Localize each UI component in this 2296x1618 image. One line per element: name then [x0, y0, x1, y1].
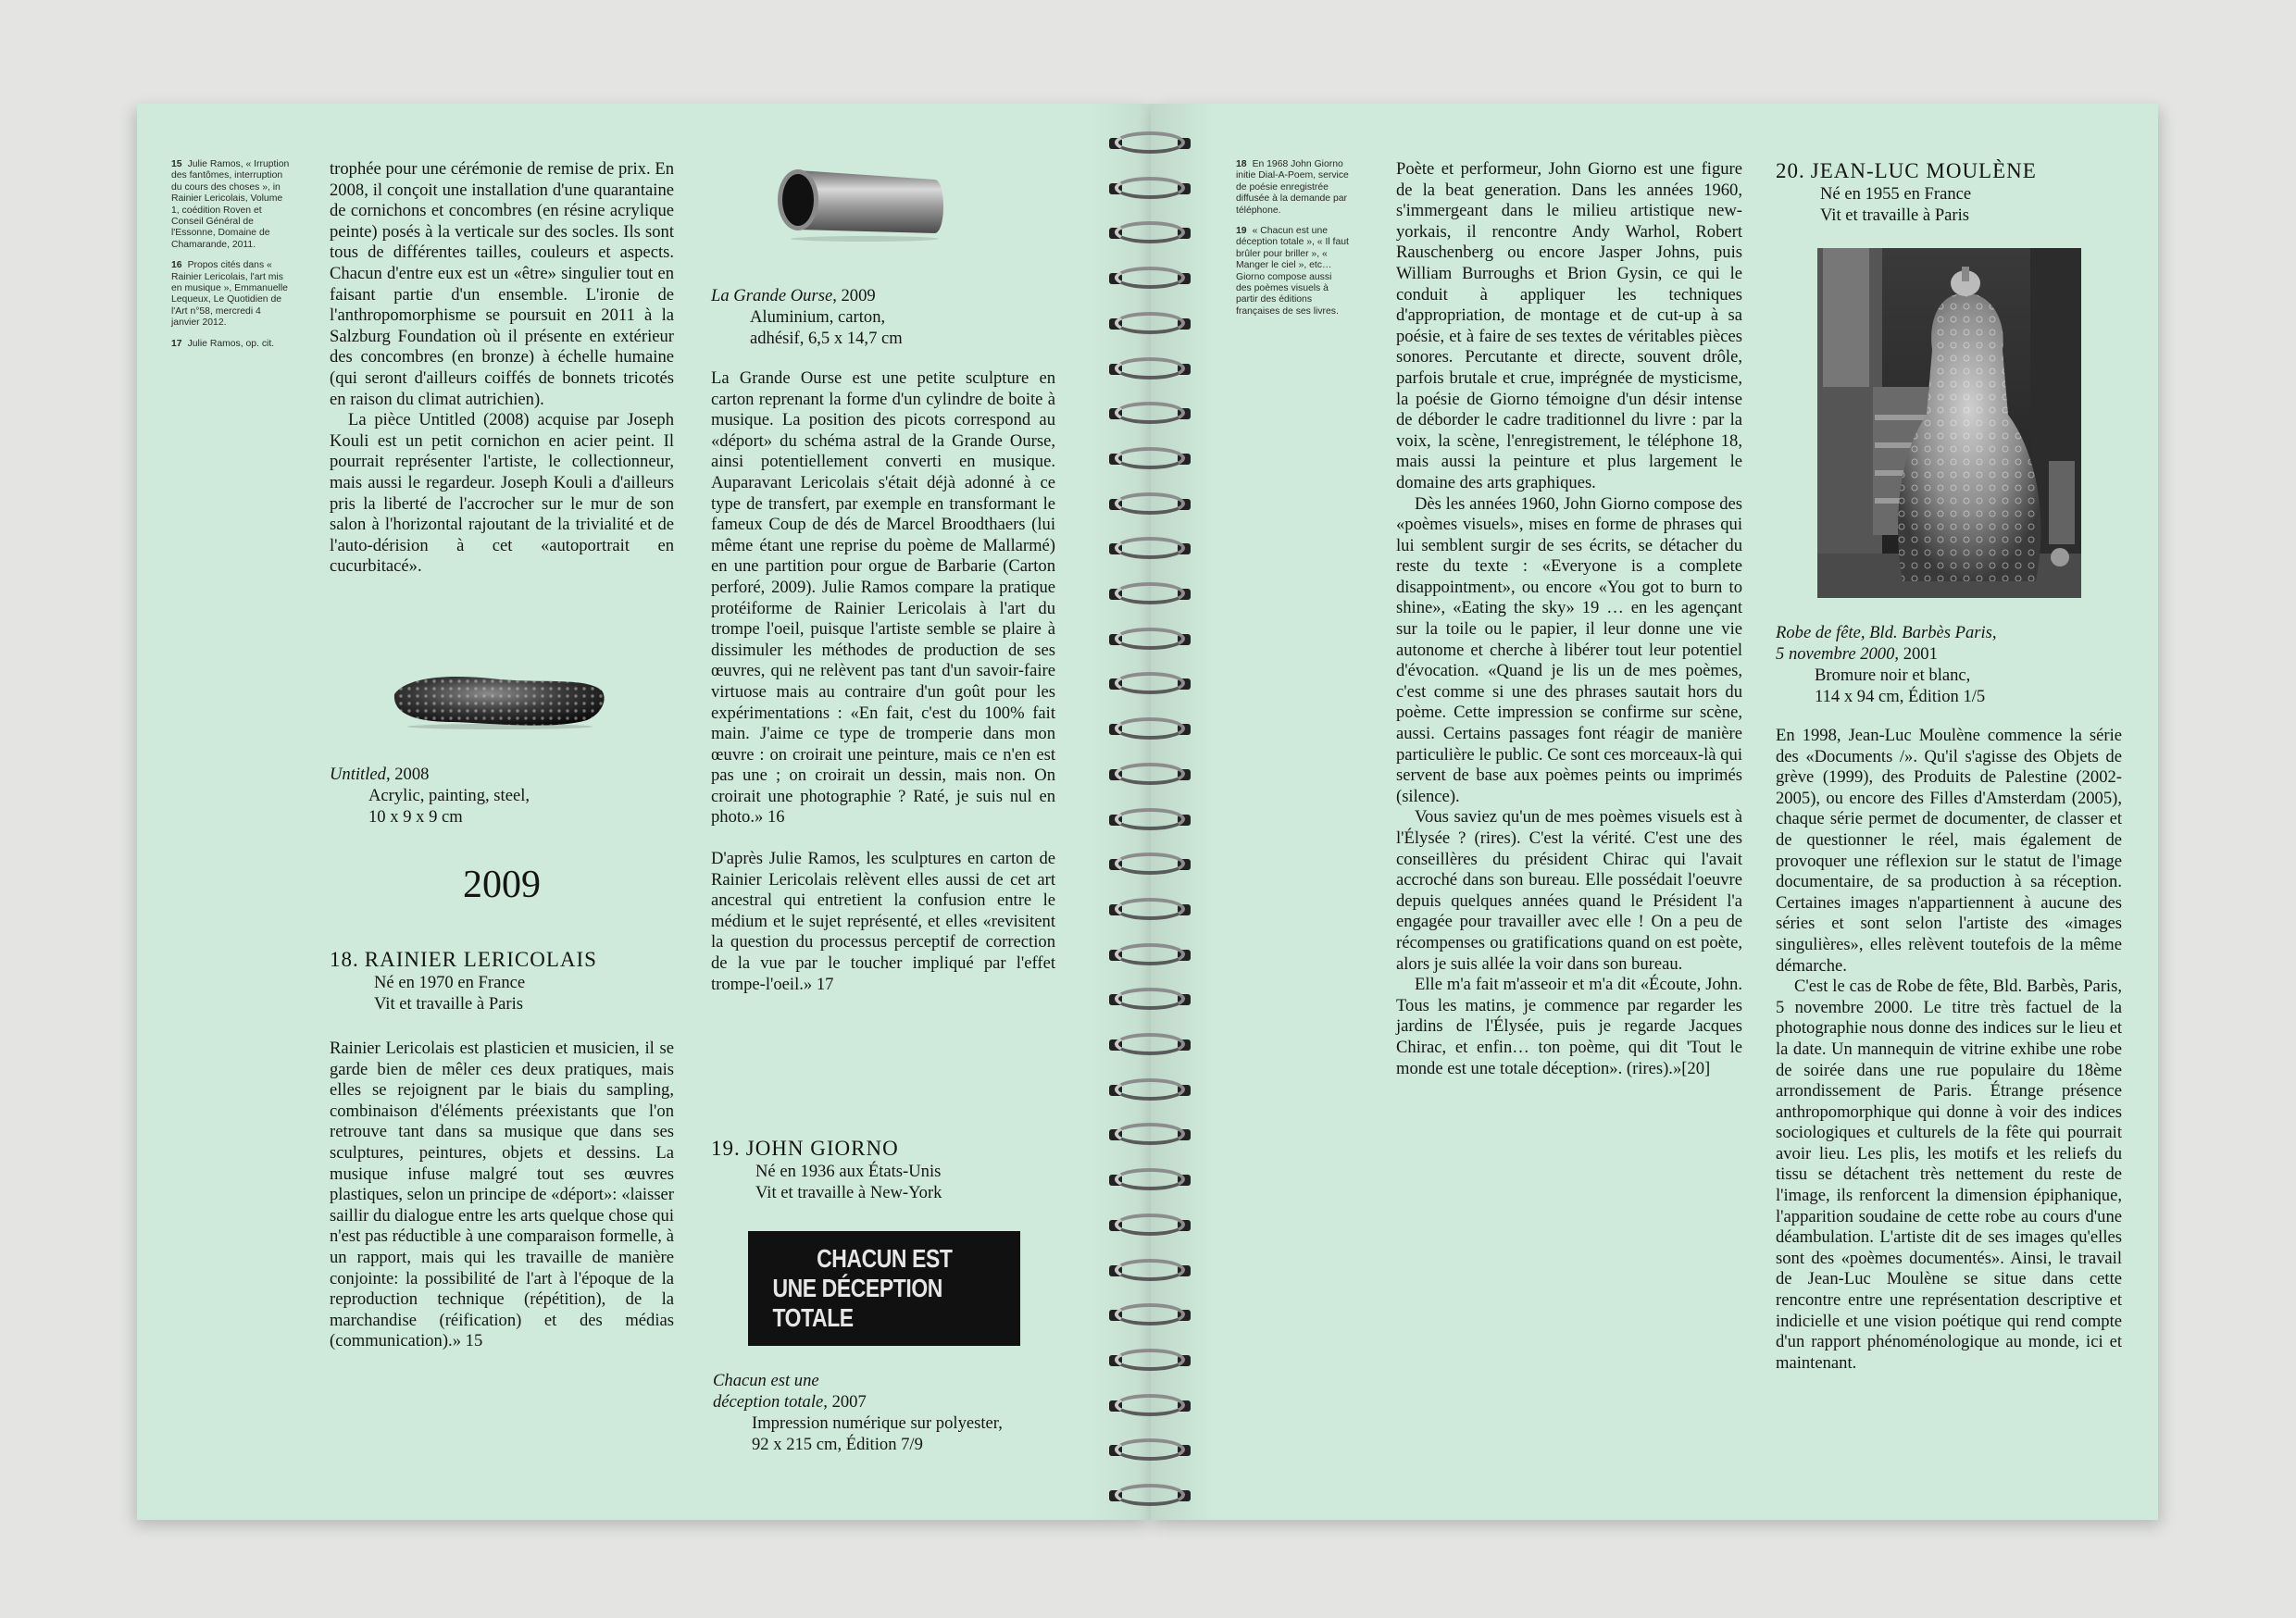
right-footnotes [1236, 159, 1349, 327]
entry-18-header: 18. RAINIER LERICOLAIS Né en 1970 en France Vit et travaille à Paris [330, 948, 681, 1014]
ring-wire [1115, 808, 1185, 830]
ring-wire [1115, 1033, 1185, 1055]
paragraph: C'est le cas de Robe de fête, Bld. Barbès, Paris, 5 novembre 2000. Le titre très factuel de la photographie nous donne des indices sur le lieu et la date. Un mannequin de vitrine exhibe une robe de soirée dans une rue populaire du 18ème arrondissement de Paris. Étrange présence anthropomorphique qui donne à voir des indices sociologiques et culturels de la fête qui pourrait avoir lieu. Les plis, les motifs et les reliefs du tissu se détachent très nettement du reste de l'image, ils renforcent la dimension épiphanique, l'apparition soudaine de cette robe au cours d'une déambulation. L'artiste dit de ses images qu'elles sont des «poèmes documentés». Ainsi, le travail de Jean-Luc Moulène se situe dans cette rencontre entre une représentation descriptive et indicielle et une vision poétique qui rend compte d'un rapport phénoménologique au monde, ici et maintenant. [1776, 977, 2122, 1373]
poster-line: UNE DÉCEPTION TOTALE [772, 1274, 942, 1332]
aluminium-cylinder-image [772, 159, 948, 243]
spiral-ring [1109, 1347, 1191, 1375]
ring-wire [1115, 717, 1185, 740]
paragraph: La pièce Untitled (2008) acquise par Joseph Kouli est un petit cornichon en acier peint. Il pourrait représenter l'artiste, le collectionneur, mais aussi le regardeur. Joseph Kouli a d'ailleurs pris la liberté de l'accrocher sur le mur de son salon à l'horizontal rajoutant de la trivialité et de l'auto-dérision à cet «autoportrait en cucurbitacé». [330, 410, 674, 577]
spiral-ring [1109, 175, 1191, 203]
ring-wire [1115, 131, 1185, 154]
spiral-ring [1109, 1301, 1191, 1329]
spiral-ring [1109, 941, 1191, 969]
ring-wire [1115, 267, 1185, 289]
paragraph: trophée pour une cérémonie de remise de prix. En 2008, il conçoit une installation d'une quarantaine de cornichons et concombres (en résine acrylique peinte) posés à la verticale sur des socles. Ils sont tous de différentes tailles, couleurs et aspects. Chacun d'entre eux est un «être» singulier tout en faisant partie d'un ensemble. L'ironie de l'anthropomorphisme se poursuit en 2011 à la Salzburg Foundation où il présente en extérieur des concombres (en bronze) à échelle humaine (qui seront d'ailleurs coiffés de bonnets tricotés en raison du climat autrichien). [330, 159, 674, 409]
spiral-ring [1109, 1437, 1191, 1464]
spiral-ring [1109, 716, 1191, 743]
spiral-ring [1109, 1031, 1191, 1059]
moulene-text [1776, 726, 2122, 1374]
ring-wire [1115, 1484, 1185, 1506]
ring-wire [1115, 1078, 1185, 1101]
spiral-ring [1109, 896, 1191, 924]
ring-wire [1115, 1349, 1185, 1371]
footnote-16: 16 Propos cités dans « Rainier Lericolais, l'art mis en musique », Emmanuelle Lequeux, Le Quotidien de l'Art n°58, mercredi 4 janvier 2012. [171, 260, 288, 329]
artist-name-heading: 20. JEAN-LUC MOULÈNE [1776, 159, 2037, 182]
ring-wire [1115, 628, 1185, 650]
footnote-18: 18 En 1968 John Giorno initie Dial-A-Poem, service de poésie enregistrée diffusée à la demande par téléphone. [1236, 159, 1349, 216]
lericolais-bio-text [330, 1039, 674, 1352]
spiral-ring [1109, 806, 1191, 834]
ring-wire [1115, 177, 1185, 199]
spiral-ring [1109, 1077, 1191, 1104]
ring-wire [1115, 492, 1185, 515]
ring-wire [1115, 853, 1185, 875]
spiral-ring [1109, 851, 1191, 878]
robe-de-fete-photo [1817, 248, 2081, 598]
lericolais-intro-text [330, 159, 674, 578]
entry-19-header: 19. JOHN GIORNO Né en 1936 aux États-Unis Vit et travaille à New-York [711, 1137, 1063, 1203]
grande-ourse-caption: La Grande Ourse, 2009 Aluminium, carton, adhésif, 6,5 x 14,7 cm [711, 286, 903, 348]
deception-caption: Chacun est une déception totale, 2007 Impression numérique sur polyester, 92 x 215 cm, Édition 7/9 [713, 1371, 1003, 1454]
poster-line: CHACUN EST [816, 1244, 953, 1273]
robe-de-fete-caption: Robe de fête, Bld. Barbès Paris, 5 novembre 2000, 2001 Bromure noir et blanc, 114 x 94 cm, Édition 1/5 [1776, 623, 1997, 706]
footnote-19: 19 « Chacun est une déception totale », « Il faut brûler pour briller », « Manger le ciel », etc… Giorno compose aussi des poèmes visuels à partir des éditions françaises de ses livres. [1236, 226, 1349, 317]
ring-wire [1115, 312, 1185, 334]
untitled-caption: Untitled, 2008 Acrylic, painting, steel, 10 x 9 x 9 cm [330, 765, 530, 827]
ring-wire [1115, 582, 1185, 604]
ring-wire [1115, 943, 1185, 965]
ring-wire [1115, 1168, 1185, 1190]
ring-wire [1115, 357, 1185, 380]
footnote-17: 17 Julie Ramos, op. cit. [171, 338, 275, 349]
ring-wire [1115, 447, 1185, 469]
ring-wire [1115, 1394, 1185, 1416]
spiral-ring [1109, 219, 1191, 247]
spiral-ring [1109, 670, 1191, 698]
ring-wire [1115, 402, 1185, 424]
spiral-ring [1109, 535, 1191, 563]
spiral-ring [1109, 580, 1191, 608]
ring-wire [1115, 988, 1185, 1010]
spiral-ring [1109, 445, 1191, 473]
ring-wire [1115, 1303, 1185, 1326]
ring-wire [1115, 537, 1185, 559]
paragraph: En 1998, Jean-Luc Moulène commence la série des «Documents /». Qu'il s'agisse des Objets de grève (1999), des Produits de Palestine (2002-2005), ou encore des Filles d'Amsterdam (2005), chaque série permet de documenter, de classer et de questionner le réel, mais également de provoquer une réflexion sur le statut de l'image documentaire, de sa production à sa réception. Certaines images n'appartiennent à aucune des séries et sont selon l'artiste des «images singulières», elles relèvent toutefois de la même démarche. [1776, 726, 2122, 976]
ring-wire [1115, 1123, 1185, 1145]
spiral-ring [1109, 130, 1191, 157]
spiral-ring [1109, 1392, 1191, 1420]
spiral-ring [1109, 1121, 1191, 1149]
spiral-ring [1109, 986, 1191, 1014]
giorno-text [1396, 159, 1742, 1079]
spiral-ring [1109, 310, 1191, 338]
paragraph: Rainier Lericolais est plasticien et musicien, il se garde bien de mêler ces deux pratiques, mais elles se rejoignent par le biais du sampling, combinaison d'éléments préexistants que l'on retrouve tant dans sa musique que dans ses sculptures, peintures, objets et dessins. La musique infuse malgré tout ses œuvres plastiques, selon un principe de «déport»: «laisser saillir du dialogue entre les arts quelque chose qui n'est pas réductible à une comparaison formelle, à un rapport, mais qui les travaille de manière conjointe: la possibilité de l'art à l'époque de la reproduction technique (répétition), de la marchandise (réification) et des médias (communication).» 15 [330, 1039, 674, 1351]
ring-wire [1115, 1438, 1185, 1461]
paragraph: Poète et performeur, John Giorno est une figure de la beat generation. Dans les années 1960, s'immergeant dans le milieu artistique new-yorkais, il rencontre Andy Warhol, Robert Rauschenberg ou encore Jasper Johns, puis William Burroughs et Brion Gysin, ce qui le conduit à appliquer les techniques d'appropriation, de montage et de cut-up à sa poésie, et à faire de ses textes de véritables pièces sonores. Percutante et directe, souvent drôle, parfois brutale et crue, imprégnée de mysticisme, la poésie de Giorno témoigne d'un désir intense de déborder le cadre traditionnel du livre : par la voix, la scène, l'enregistrement, le téléphone 18, mais aussi la peinture et plus largement le domaine des arts graphiques. [1396, 159, 1742, 492]
paragraph: Dès les années 1960, John Giorno compose des «poèmes visuels», mises en forme de phrases qui lui semblent surgir de ses écrits, se détacher du reste du texte : «Everyone is a complete disappointment», ou encore «You got to burn to shine», «Eating the sky» 19 … en les agençant sur la toile ou le papier, il leur donne une vie autonome et cherche à libérer tout leur potentiel d'évocation. «Quand je lis un de mes poèmes, c'est comme si une des phrases sautait hors du poème. Cette impression se confirme sur scène, aussi. Certains passages font réagir de manière particulière le public. Ce sont ces morceaux-là qui servent de base aux poèmes peints ou imprimés (silence). [1396, 493, 1742, 806]
paragraph: Vous saviez qu'un de mes poèmes visuels est à l'Élysée ? (rires). C'est la vérité. C'est une des conseillères du président Chirac qui l'avait accroché dans son bureau. Elle possédait l'oeuvre depuis quelques années quand le Président l'a engagée pour travailler avec elle ! On a peu de récompenses ou gratifications quand on est poète, alors je suis allée la voir dans son bureau. [1396, 807, 1742, 974]
ring-wire [1115, 898, 1185, 920]
ring-wire [1115, 763, 1185, 785]
spiral-ring [1109, 1482, 1191, 1510]
grande-ourse-text [711, 368, 1055, 995]
footnote-15: 15 Julie Ramos, « Irruption des fantômes, interruption du cours des choses », in Rainier Lericolais, Volume 1, coédition Roven et Conseil Général de l'Essonne, Domaine de Chamarande, 2011. [171, 159, 290, 250]
ring-wire [1115, 1259, 1185, 1281]
paragraph: Elle m'a fait m'asseoir et m'a dit «Écoute, John. Tous les matins, je commence par regarder les jardins de l'Élysée, puis je regarde Jacques Chirac, et enfin… ton poème, qui dit 'Tout le monde est une totale déception». (rires).»[20] [1396, 975, 1742, 1078]
paragraph: La Grande Ourse est une petite sculpture en carton reprenant la forme d'un cylindre de boite à musique. La position des picots correspond au «déport» du schéma astral de la Grande Ourse, ainsi potentiellement converti en musique. Auparavant Lericolais s'était déjà adonné à ce type de transfert, par exemple en transformant le fameux Coup de dés de Marcel Broodthaers (lui même étant une reprise du poème de Mallarmé) en une partition pour orgue de Barbarie (Carton perforé, 2009). Julie Ramos compare la pratique protéiforme de Rainier Lericolais à l'art du trompe l'oeil, puisque l'artiste semble se plaire à dissimuler les méthodes de production de ses œuvres, qui ne relèvent pas tant d'un savoir-faire virtuose mais au contraire d'un goût pour les expérimentations : «En fait, c'est du 100% fait main. J'aime ce type de tromperie dans mon œuvre : on croirait une peinture, mais ce n'en est pas une ; on croirait un dessin, mais non. On croirait une photographie ? Raté, je suis nul en photo.» 16 [711, 368, 1055, 828]
entry-20-header: 20. JEAN-LUC MOULÈNE Né en 1955 en France Vit et travaille à Paris [1776, 159, 2128, 226]
giorno-poem-poster [748, 1231, 1020, 1346]
ring-wire [1115, 221, 1185, 243]
year-heading: 2009 [463, 864, 541, 906]
spiral-ring [1109, 355, 1191, 383]
pickle-sculpture-image [389, 670, 607, 729]
ring-wire [1115, 672, 1185, 694]
spiral-ring [1109, 1257, 1191, 1285]
artist-name-heading: 18. RAINIER LERICOLAIS [330, 948, 597, 971]
spiral-ring [1109, 491, 1191, 518]
spiral-ring [1109, 1166, 1191, 1194]
spiral-binding [1109, 111, 1192, 1509]
left-footnotes [171, 159, 290, 359]
ring-wire [1115, 1214, 1185, 1236]
spiral-ring [1109, 1212, 1191, 1239]
paragraph: D'après Julie Ramos, les sculptures en carton de Rainier Lericolais relèvent elles aussi de cet art ancestral qui entretient la confusion entre le médium et le sujet représenté, et elles «revisitent la question du processus perceptif de correction de la vue par le toucher impliqué par l'effet trompe-l'oeil.» 17 [711, 849, 1055, 994]
spiral-ring [1109, 761, 1191, 789]
artist-name-heading: 19. JOHN GIORNO [711, 1137, 899, 1160]
spiral-ring [1109, 265, 1191, 292]
spiral-ring [1109, 626, 1191, 653]
spiral-ring [1109, 400, 1191, 428]
